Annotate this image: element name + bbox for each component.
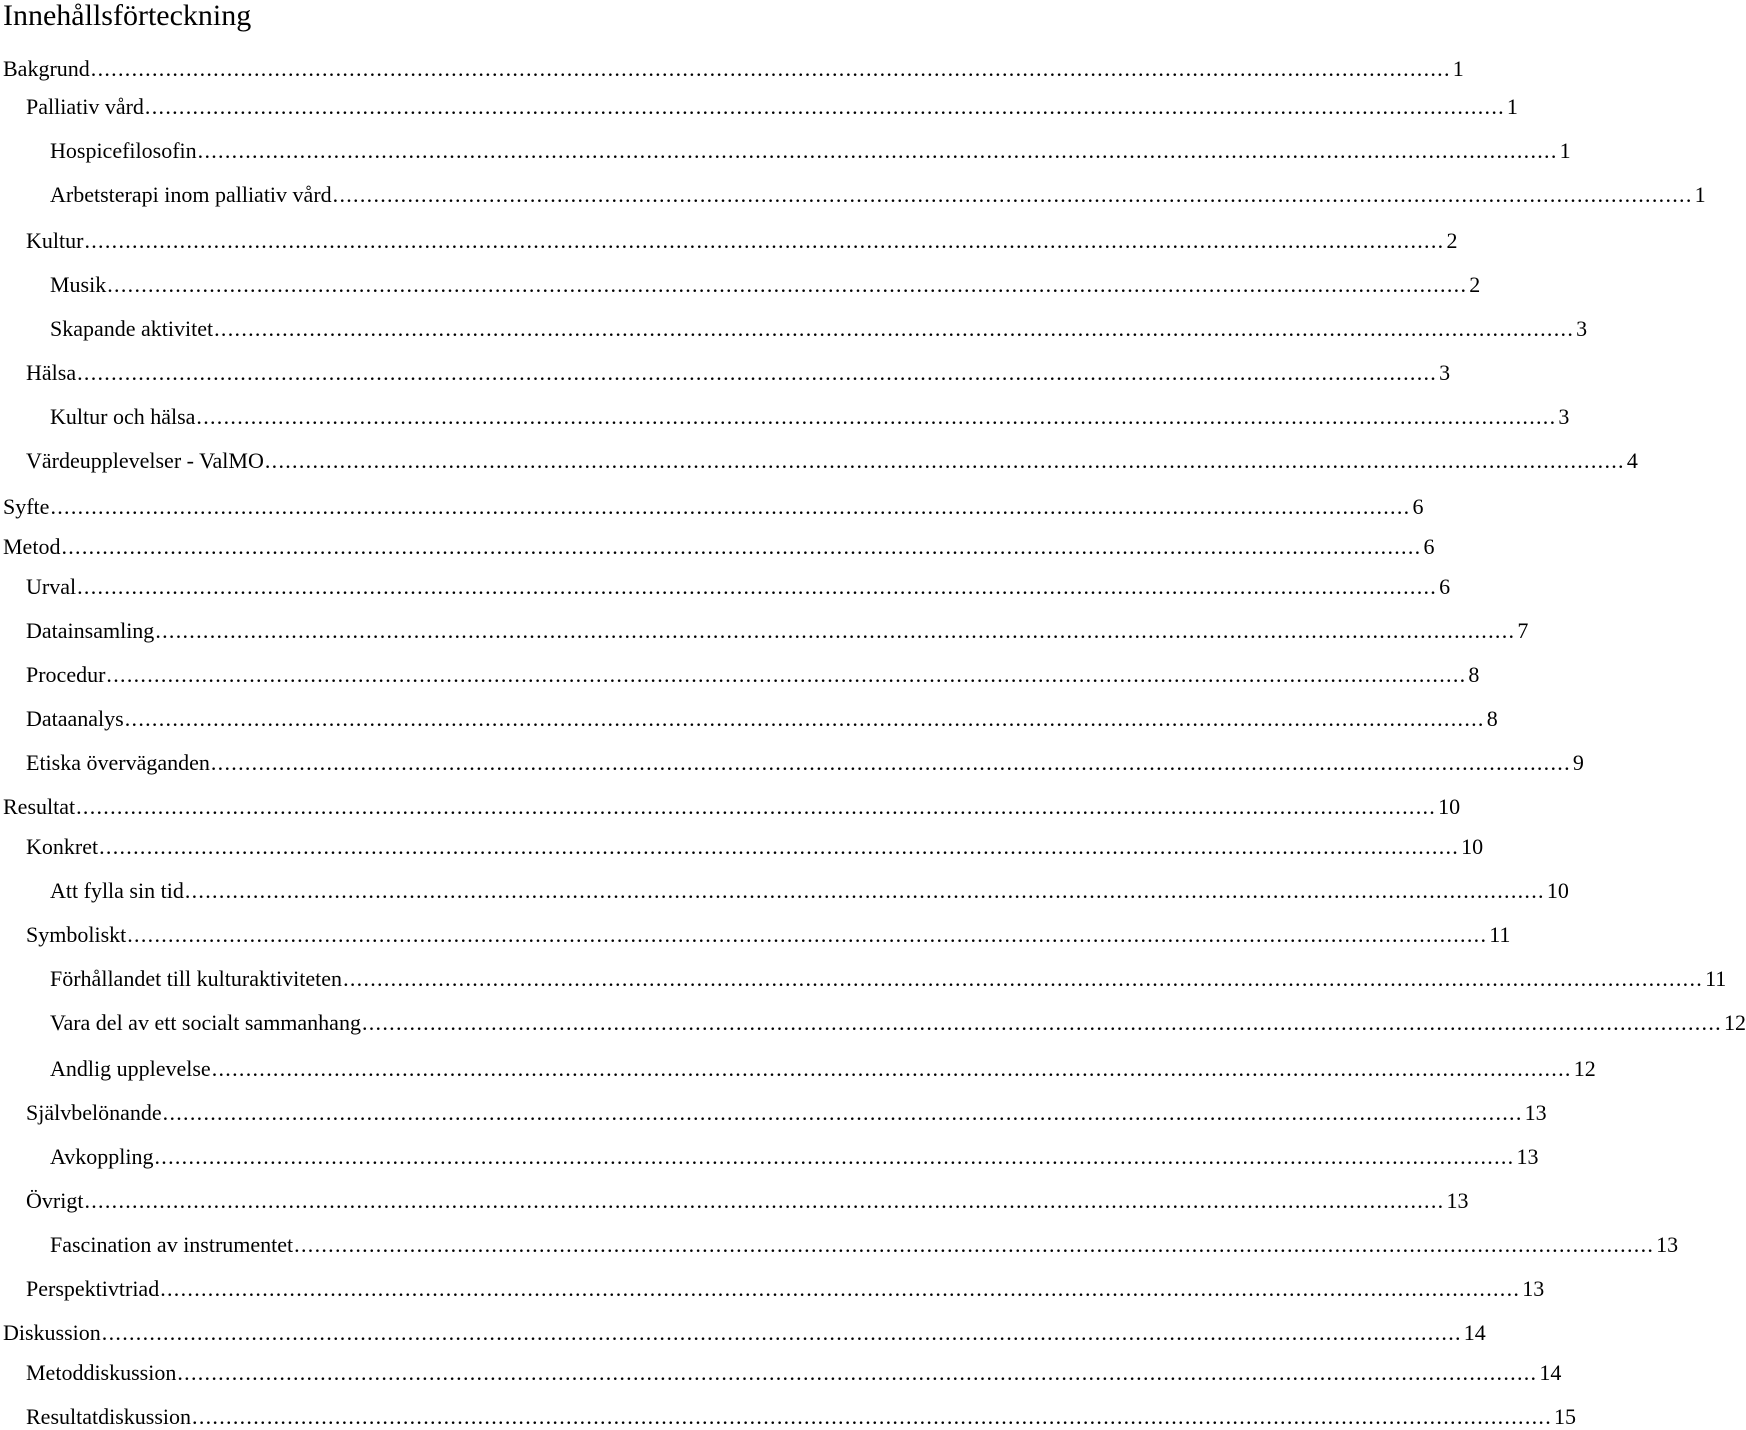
toc-entry-page-number: 1: [1452, 56, 1464, 81]
toc-entry[interactable]: [0, 826, 1484, 860]
toc-entry-label: Etiska överväganden: [26, 750, 210, 775]
toc-entry-label: Skapande aktivitet: [50, 316, 214, 341]
toc-entry-label: Arbetsterapi inom palliativ vård: [50, 182, 332, 207]
toc-entry-page-number: 13: [1446, 1188, 1469, 1213]
toc-entry[interactable]: [0, 130, 1571, 164]
toc-dot-leader: ........................................................................................................................................................................................................: [160, 1276, 1521, 1301]
toc-dot-leader: ........................................................................................................................................................................................................: [77, 360, 1438, 385]
toc-entry-page-number: 8: [1486, 706, 1498, 731]
toc-entry-label: Avkoppling: [50, 1144, 154, 1169]
toc-entry[interactable]: [0, 698, 1498, 732]
toc-dot-leader: ........................................................................................................................................................................................................: [124, 706, 1485, 731]
toc-entry[interactable]: [0, 396, 1570, 430]
toc-dot-leader: ........................................................................................................................................................................................................: [210, 750, 1571, 775]
toc-entry-label: Kultur: [26, 228, 84, 253]
toc-entry[interactable]: [0, 742, 1584, 776]
toc-entry[interactable]: [0, 526, 1435, 560]
toc-entry[interactable]: [0, 86, 1518, 120]
toc-entry-label: Resultatdiskussion: [26, 1404, 192, 1429]
toc-entry-page-number: 3: [1439, 360, 1451, 385]
toc-dot-leader: ........................................................................................................................................................................................................: [264, 448, 1625, 473]
toc-entry-page-number: 3: [1558, 404, 1570, 429]
toc-entry-page-number: 13: [1522, 1276, 1545, 1301]
toc-entry-page-number: 11: [1489, 922, 1511, 947]
toc-entry-page-number: 1: [1506, 94, 1518, 119]
toc-entry[interactable]: [0, 1002, 1746, 1036]
toc-entry-label: Att fylla sin tid: [50, 878, 184, 903]
toc-dot-leader: ........................................................................................................................................................................................................: [84, 228, 1445, 253]
toc-entry-label: Förhållandet till kulturaktiviteten: [50, 966, 343, 991]
toc-entry[interactable]: [0, 1224, 1679, 1258]
toc-entry[interactable]: [0, 1136, 1539, 1170]
toc-entry-label: Symboliskt: [26, 922, 127, 947]
toc-entry[interactable]: [0, 440, 1638, 474]
toc-entry-label: Musik: [50, 272, 107, 297]
toc-entry-label: Fascination av instrumentet: [50, 1232, 294, 1257]
toc-dot-leader: ........................................................................................................................................................................................................: [77, 574, 1438, 599]
toc-entry-label: Palliativ vård: [26, 94, 144, 119]
toc-dot-leader: ........................................................................................................................................................................................................: [154, 1144, 1515, 1169]
toc-entry-page-number: 14: [1539, 1360, 1562, 1385]
toc-entry-label: Övrigt: [26, 1188, 84, 1213]
toc-dot-leader: ........................................................................................................................................................................................................: [90, 56, 1451, 81]
toc-entry-label: Självbelönande: [26, 1100, 162, 1125]
toc-entry[interactable]: [0, 308, 1588, 342]
toc-entry[interactable]: [0, 1092, 1547, 1126]
toc-dot-leader: ........................................................................................................................................................................................................: [84, 1188, 1445, 1213]
toc-entry-page-number: 2: [1469, 272, 1481, 297]
toc-entry-page-number: 12: [1573, 1056, 1596, 1081]
toc-entry-page-number: 8: [1468, 662, 1480, 687]
toc-entry-page-number: 11: [1705, 966, 1727, 991]
toc-dot-leader: ........................................................................................................................................................................................................: [192, 1404, 1553, 1429]
toc-entry-page-number: 13: [1656, 1232, 1679, 1257]
toc-entry[interactable]: [0, 1048, 1596, 1082]
toc-entry-label: Konkret: [26, 834, 99, 859]
toc-entry[interactable]: [0, 566, 1451, 600]
toc-entry[interactable]: [0, 654, 1480, 688]
toc-entry-page-number: 1: [1694, 182, 1706, 207]
toc-entry-page-number: 3: [1576, 316, 1588, 341]
toc-entry-page-number: 4: [1626, 448, 1638, 473]
toc-entry[interactable]: [0, 220, 1458, 254]
toc-entry-label: Syfte: [3, 494, 50, 519]
toc-dot-leader: ........................................................................................................................................................................................................: [76, 794, 1437, 819]
toc-entry-page-number: 10: [1438, 794, 1461, 819]
toc-dot-leader: ........................................................................................................................................................................................................: [61, 534, 1422, 559]
toc-entry-page-number: 13: [1516, 1144, 1539, 1169]
toc-entry-label: Metod: [3, 534, 61, 559]
toc-dot-leader: ........................................................................................................................................................................................................: [177, 1360, 1538, 1385]
toc-entry-page-number: 6: [1439, 574, 1451, 599]
toc-title: Innehållsförteckning: [3, 0, 252, 32]
toc-dot-leader: ........................................................................................................................................................................................................: [127, 922, 1488, 947]
toc-entry-page-number: 10: [1461, 834, 1484, 859]
toc-entry-label: Andlig upplevelse: [50, 1056, 211, 1081]
toc-dot-leader: ........................................................................................................................................................................................................: [343, 966, 1704, 991]
toc-entry-label: Procedur: [26, 662, 106, 687]
toc-entry-page-number: 15: [1554, 1404, 1577, 1429]
toc-entry-page-number: 2: [1446, 228, 1458, 253]
toc-dot-leader: ........................................................................................................................................................................................................: [294, 1232, 1655, 1257]
toc-entry[interactable]: [0, 48, 1464, 82]
toc-entry-page-number: 1: [1559, 138, 1571, 163]
toc-entry[interactable]: [0, 1180, 1469, 1214]
toc-dot-leader: ........................................................................................................................................................................................................: [99, 834, 1460, 859]
toc-entry-label: Dataanalys: [26, 706, 124, 731]
toc-entry[interactable]: [0, 958, 1727, 992]
toc-dot-leader: ........................................................................................................................................................................................................: [144, 94, 1505, 119]
toc-dot-leader: ........................................................................................................................................................................................................: [361, 1010, 1722, 1035]
toc-entry-label: Datainsamling: [26, 618, 155, 643]
toc-entry-page-number: 7: [1517, 618, 1529, 643]
toc-entry-page-number: 10: [1546, 878, 1569, 903]
toc-entry[interactable]: [0, 1312, 1486, 1346]
toc-dot-leader: ........................................................................................................................................................................................................: [101, 1320, 1462, 1345]
toc-entry[interactable]: [0, 610, 1529, 644]
toc-entry-label: Metoddiskussion: [26, 1360, 177, 1385]
toc-entry-label: Bakgrund: [3, 56, 90, 81]
toc-dot-leader: ........................................................................................................................................................................................................: [50, 494, 1411, 519]
toc-entry-label: Värdeupplevelser - ValMO: [26, 448, 264, 473]
toc-entry-label: Perspektivtriad: [26, 1276, 160, 1301]
toc-dot-leader: ........................................................................................................................................................................................................: [197, 138, 1558, 163]
toc-entry[interactable]: [0, 914, 1511, 948]
toc-dot-leader: ........................................................................................................................................................................................................: [196, 404, 1557, 429]
toc-entry-page-number: 6: [1412, 494, 1424, 519]
toc-entry-label: Vara del av ett socialt sammanhang: [50, 1010, 361, 1035]
toc-dot-leader: ........................................................................................................................................................................................................: [162, 1100, 1523, 1125]
toc-dot-leader: ........................................................................................................................................................................................................: [184, 878, 1545, 903]
toc-entry-label: Hälsa: [26, 360, 77, 385]
toc-entry[interactable]: [0, 174, 1706, 208]
toc-entry[interactable]: [0, 1352, 1562, 1386]
toc-entry-page-number: 6: [1423, 534, 1435, 559]
toc-entry-label: Kultur och hälsa: [50, 404, 196, 429]
toc-entry-page-number: 13: [1524, 1100, 1547, 1125]
toc-dot-leader: ........................................................................................................................................................................................................: [107, 272, 1468, 297]
toc-dot-leader: ........................................................................................................................................................................................................: [211, 1056, 1572, 1081]
toc-entry[interactable]: [0, 786, 1461, 820]
toc-entry-label: Hospicefilosofin: [50, 138, 197, 163]
toc-entry-label: Resultat: [3, 794, 76, 819]
toc-entry[interactable]: [0, 1396, 1577, 1430]
toc-entry-page-number: 12: [1723, 1010, 1746, 1035]
toc-dot-leader: ........................................................................................................................................................................................................: [155, 618, 1516, 643]
toc-entry[interactable]: [0, 870, 1569, 904]
toc-dot-leader: ........................................................................................................................................................................................................: [214, 316, 1575, 341]
toc-entry-label: Urval: [26, 574, 77, 599]
toc-entry-page-number: 9: [1572, 750, 1584, 775]
toc-entry[interactable]: [0, 264, 1481, 298]
toc-entry-label: Diskussion: [3, 1320, 101, 1345]
toc-entry-page-number: 14: [1463, 1320, 1486, 1345]
toc-entry[interactable]: [0, 1268, 1545, 1302]
toc-dot-leader: ........................................................................................................................................................................................................: [332, 182, 1693, 207]
toc-dot-leader: ........................................................................................................................................................................................................: [106, 662, 1467, 687]
toc-entry[interactable]: [0, 486, 1424, 520]
toc-entry[interactable]: [0, 352, 1451, 386]
